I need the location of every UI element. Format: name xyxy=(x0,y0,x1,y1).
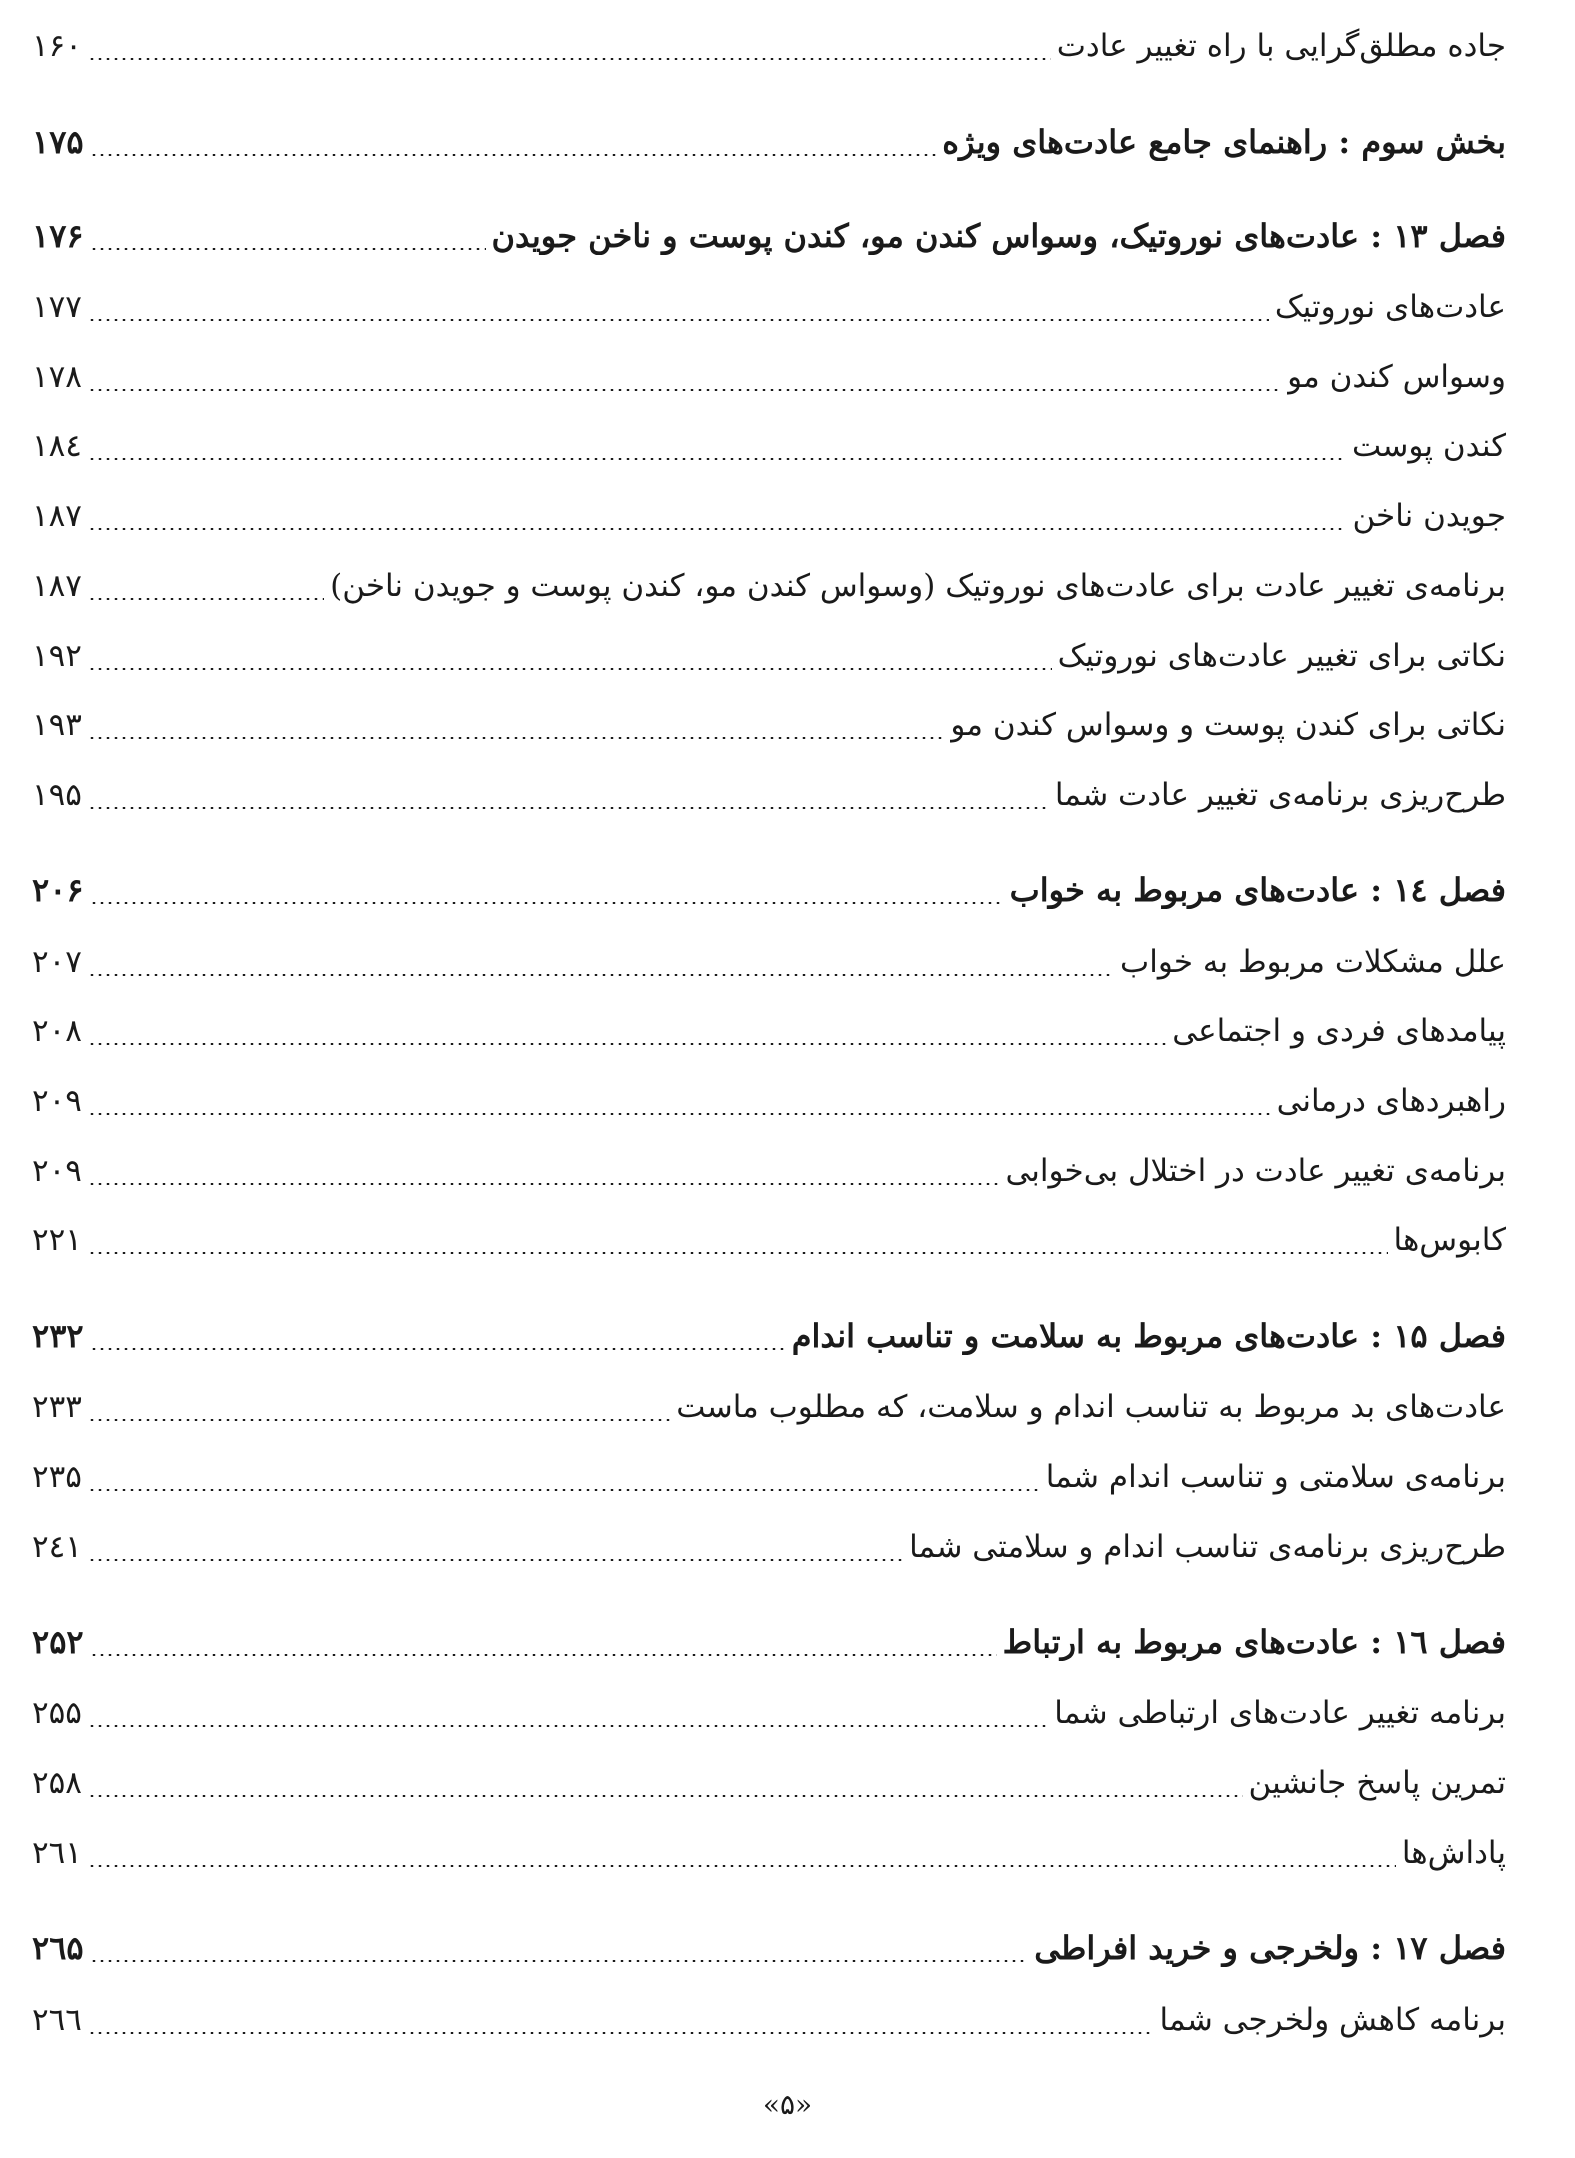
toc-entry-page: ۲٦۱ xyxy=(32,1835,82,1871)
toc-entry-page: ۱۷۶ xyxy=(32,217,84,255)
toc-entry xyxy=(32,860,1506,920)
toc-entry-title: طرح‌ریزی برنامه‌ی تغییر عادت شما xyxy=(1054,777,1506,813)
toc-entry xyxy=(32,1990,1506,2050)
dot-leader xyxy=(88,1183,1000,1185)
dot-leader xyxy=(90,248,486,250)
dot-leader xyxy=(88,668,1052,670)
dot-leader xyxy=(88,58,1051,60)
toc-entry-title: برنامه‌ی سلامتی و تناسب اندام شما xyxy=(1045,1459,1506,1495)
toc-entry xyxy=(32,1447,1506,1507)
toc-entry-page: ۲٦٦ xyxy=(32,2002,82,2038)
toc-entry-title: تمرین پاسخ جانشین xyxy=(1248,1765,1506,1801)
toc-entry xyxy=(32,486,1506,546)
toc-entry xyxy=(32,1823,1506,1883)
toc-entry xyxy=(32,1306,1506,1366)
toc-entry-page: ۲٤۱ xyxy=(32,1529,82,1565)
toc-entry-title: کابوس‌ها xyxy=(1393,1222,1506,1258)
toc-entry-page: ۲۰۶ xyxy=(32,871,84,909)
toc-entry-title: کندن پوست xyxy=(1351,428,1506,464)
dot-leader xyxy=(88,1419,670,1421)
dot-leader xyxy=(88,1559,903,1561)
dot-leader xyxy=(88,1725,1048,1727)
toc-entry-page: ۱۷۸ xyxy=(32,359,82,395)
toc-entry-page: ۱۶۰ xyxy=(32,28,82,64)
toc-entry xyxy=(32,16,1506,76)
toc-entry-title: طرح‌ریزی برنامه‌ی تناسب اندام و سلامتی شما xyxy=(909,1529,1506,1565)
toc-entry xyxy=(32,416,1506,476)
toc-entry xyxy=(32,932,1506,992)
toc-entry-title: پاداش‌ها xyxy=(1401,1835,1506,1871)
dot-leader xyxy=(88,1865,1396,1867)
toc-entry-page: ۲۵۸ xyxy=(32,1765,82,1801)
dot-leader xyxy=(90,154,937,156)
dot-leader xyxy=(88,598,324,600)
toc-entry-title: جاده مطلق‌گرایی با راه تغییر عادت xyxy=(1056,28,1506,64)
toc-entry-page: ۱۷۵ xyxy=(32,123,84,161)
toc-entry xyxy=(32,695,1506,755)
toc-entry-title: راهبردهای درمانی xyxy=(1276,1083,1506,1119)
dot-leader xyxy=(88,528,1347,530)
toc-entry xyxy=(32,206,1506,266)
dot-leader xyxy=(88,1043,1166,1045)
toc-entry-page: ۲۰۷ xyxy=(32,944,82,980)
toc-entry xyxy=(32,1517,1506,1577)
toc-entry xyxy=(32,1612,1506,1672)
dot-leader xyxy=(88,1252,1388,1254)
toc-entry xyxy=(32,765,1506,825)
toc-entry xyxy=(32,626,1506,686)
dot-leader xyxy=(88,737,944,739)
toc-entry-title: فصل ۱۳ : عادت‌های نوروتیک، وسواس کندن مو، کندن پوست و ناخن جویدن xyxy=(491,217,1506,255)
toc-entry xyxy=(32,1918,1506,1978)
toc-entry-page: ۲۵۲ xyxy=(32,1623,84,1661)
toc-entry-title: عادت‌های نوروتیک xyxy=(1274,289,1506,325)
toc-entry-title: فصل ١٤ : عادت‌های مربوط به خواب xyxy=(1009,871,1506,909)
toc-entry-title: فصل ١٦ : عادت‌های مربوط به ارتباط xyxy=(1002,1623,1506,1661)
dot-leader xyxy=(88,1113,1271,1115)
dot-leader xyxy=(90,902,1004,904)
toc-entry-title: جویدن ناخن xyxy=(1352,498,1506,534)
dot-leader xyxy=(90,1960,1029,1962)
toc-entry xyxy=(32,347,1506,407)
toc-entry xyxy=(32,112,1506,172)
toc-entry-page: ۲۰۸ xyxy=(32,1013,82,1049)
dot-leader xyxy=(88,1795,1243,1797)
toc-entry xyxy=(32,1683,1506,1743)
toc-entry-title: پیامدهای فردی و اجتماعی xyxy=(1172,1013,1506,1049)
toc-entry-page: ۱۸۷ xyxy=(32,568,82,604)
toc-entry-page: ۲۲۱ xyxy=(32,1222,82,1258)
toc-entry-page: ۲٦۵ xyxy=(32,1929,84,1967)
toc-entry-title: فصل ۱۷ : ولخرجی و خرید افراطی xyxy=(1034,1929,1506,1967)
toc-entry xyxy=(32,1141,1506,1201)
toc-entry-page: ۲۳۳ xyxy=(32,1389,82,1425)
dot-leader xyxy=(88,1489,1040,1491)
toc-entry-page: ۱۸٤ xyxy=(32,428,82,464)
toc-entry-title: بخش سوم : راهنمای جامع عادت‌های ویژه xyxy=(942,123,1506,161)
toc-entry-page: ۲۰۹ xyxy=(32,1153,82,1189)
dot-leader xyxy=(90,1654,997,1656)
dot-leader xyxy=(88,807,1049,809)
toc-entry xyxy=(32,1001,1506,1061)
toc-entry-title: علل مشکلات مربوط به خواب xyxy=(1120,944,1506,980)
toc-entry-page: ۱۹۲ xyxy=(32,638,82,674)
dot-leader xyxy=(88,2032,1154,2034)
dot-leader xyxy=(90,1348,786,1350)
toc-entry-page: ۲۳۵ xyxy=(32,1459,82,1495)
page-number: «۵» xyxy=(762,2088,813,2121)
toc-entry-title: برنامه کاهش ولخرجی شما xyxy=(1159,2002,1506,2038)
toc-entry-page: ۲۳۲ xyxy=(32,1317,84,1355)
toc-entry-title: عادت‌های بد مربوط به تناسب اندام و سلامت، که مطلوب ماست xyxy=(676,1389,1506,1425)
dot-leader xyxy=(88,319,1269,321)
toc-entry-page: ۲۰۹ xyxy=(32,1083,82,1119)
toc-entry xyxy=(32,1753,1506,1813)
toc-entry-title: نکاتی برای تغییر عادت‌های نوروتیک xyxy=(1057,638,1506,674)
toc-entry-title: برنامه تغییر عادت‌های ارتباطی شما xyxy=(1054,1695,1506,1731)
toc-entry-title: وسواس کندن مو xyxy=(1287,359,1506,395)
toc-entry xyxy=(32,277,1506,337)
toc-entry xyxy=(32,556,1506,616)
toc-entry-page: ۱۹۵ xyxy=(32,777,82,813)
toc-entry-page: ۱۷۷ xyxy=(32,289,82,325)
dot-leader xyxy=(88,458,1346,460)
toc-entry-title: برنامه‌ی تغییر عادت برای عادت‌های نوروتیک (وسواس کندن مو، کندن پوست و جویدن ناخن) xyxy=(330,568,1506,604)
toc-entry xyxy=(32,1210,1506,1270)
toc-entry-page: ۲۵۵ xyxy=(32,1695,82,1731)
dot-leader xyxy=(88,974,1114,976)
toc-entry-page: ۱۹۳ xyxy=(32,707,82,743)
toc-entry-title: نکاتی برای کندن پوست و وسواس کندن مو xyxy=(950,707,1506,743)
toc-entry-page: ۱۸۷ xyxy=(32,498,82,534)
toc-entry xyxy=(32,1071,1506,1131)
toc-entry-title: فصل ۱۵ : عادت‌های مربوط به سلامت و تناسب اندام xyxy=(791,1317,1506,1355)
dot-leader xyxy=(88,389,1281,391)
toc-entry xyxy=(32,1377,1506,1437)
toc-entry-title: برنامه‌ی تغییر عادت در اختلال بی‌خوابی xyxy=(1005,1153,1506,1189)
